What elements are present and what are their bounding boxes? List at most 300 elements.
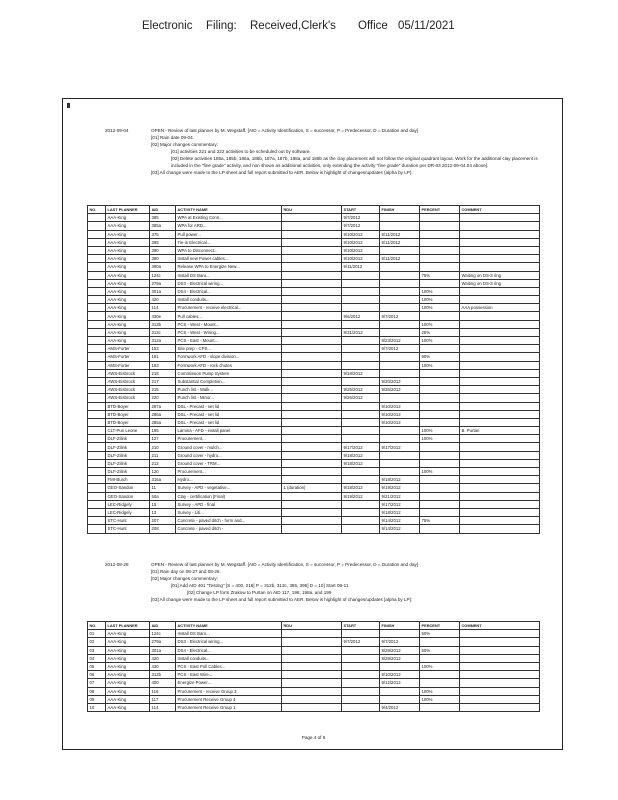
table-cell: 301a <box>150 646 176 654</box>
table-cell: Release WPA to Energize New... <box>176 263 282 271</box>
table-cell <box>380 435 420 443</box>
table-cell: 9/10/2012 <box>342 246 380 254</box>
table-cell: Punch list - Minor... <box>176 394 282 402</box>
table-cell: 395 <box>150 238 176 246</box>
table-cell: 13 <box>150 508 176 516</box>
column-header: AID <box>150 206 176 214</box>
table-cell <box>282 337 342 345</box>
table-cell: AAA-King <box>106 646 150 654</box>
table-cell <box>460 394 540 402</box>
table-cell <box>460 410 540 418</box>
table-cell: 9/6/2012 <box>342 312 380 320</box>
table-cell: 380 <box>150 255 176 263</box>
table-cell: 100% <box>420 337 460 345</box>
table-cell: Survey - Liti... <box>176 508 282 516</box>
table-cell <box>88 279 106 287</box>
table-cell <box>88 427 106 435</box>
table-cell <box>88 508 106 516</box>
table-cell <box>380 361 420 369</box>
changes-table-2012-08-28 <box>87 621 540 712</box>
table-cell: AWS-Eisbrock <box>106 394 150 402</box>
table-cell <box>282 410 342 418</box>
table-cell <box>420 279 460 287</box>
table-cell: 313c <box>150 328 176 336</box>
table-cell <box>460 484 540 492</box>
table-cell <box>420 418 460 426</box>
table-cell: 9/10/2012 <box>342 230 380 238</box>
table-cell: 100% <box>420 435 460 443</box>
table-cell: Concrete - paved ditch - <box>176 525 282 533</box>
table-row <box>88 238 540 246</box>
table-cell <box>88 468 106 476</box>
entry-2012-09-04 <box>105 127 550 197</box>
table-cell: 153 <box>150 345 176 353</box>
stamp-date: 05/11/2021 <box>398 20 455 32</box>
table-cell: AAA-King <box>106 703 150 711</box>
table-cell <box>282 328 342 336</box>
page-corner-mark <box>67 103 70 108</box>
table-cell: Install DS Baro... <box>176 271 282 279</box>
table-cell: 375 <box>150 230 176 238</box>
table-cell: 8/29/2012 <box>380 654 420 662</box>
table-cell <box>342 279 380 287</box>
table-cell <box>88 238 106 246</box>
table-cell <box>460 435 540 443</box>
table-cell: DS4 - Electrical... <box>176 646 282 654</box>
table-row <box>88 687 540 695</box>
table-cell <box>380 296 420 304</box>
table-cell <box>342 662 380 670</box>
column-header: LAST PLANNER <box>106 206 150 214</box>
table-cell <box>282 671 342 679</box>
table-row <box>88 255 540 263</box>
table-row <box>88 468 540 476</box>
table-cell: AMS-Forter <box>106 361 150 369</box>
table-cell <box>460 443 540 451</box>
table-cell: 9/25/2012 <box>342 386 380 394</box>
table-cell <box>380 353 420 361</box>
table-cell: 9/10/2012 <box>380 410 420 418</box>
table-cell <box>342 410 380 418</box>
table-cell: Ground cover - mulch... <box>176 443 282 451</box>
table-cell: 430e <box>150 312 176 320</box>
table-cell: DLF-Zilink <box>106 435 150 443</box>
table-cell: Punch list - Walk... <box>176 386 282 394</box>
table-cell: 420 <box>150 296 176 304</box>
table-cell: 9/26/2012 <box>342 394 380 402</box>
table-cell: Formwork AFD - rock chutes <box>176 361 282 369</box>
table-cell: 03 <box>88 646 106 654</box>
changes-table-2012-09-04 <box>87 205 540 534</box>
table-cell <box>282 517 342 525</box>
table-cell: 9/20/2012 <box>380 377 420 385</box>
table-cell: 9/10/2012 <box>380 671 420 679</box>
stamp-office: Office <box>358 20 388 32</box>
table-cell <box>460 377 540 385</box>
table-cell <box>380 320 420 328</box>
table-row <box>88 377 540 385</box>
table-cell: CLT-Pun Leone <box>106 427 150 435</box>
table-cell: WPA to Disconnect... <box>176 246 282 254</box>
table-cell: 286a <box>150 410 176 418</box>
table-row <box>88 646 540 654</box>
table-cell <box>88 394 106 402</box>
table-cell: AAA-King <box>106 279 150 287</box>
document-page <box>62 98 563 750</box>
table-cell: DSL - Precast - set lid <box>176 402 282 410</box>
table-cell: 15 <box>150 500 176 508</box>
table-cell: Install conduits... <box>176 296 282 304</box>
table-cell <box>88 320 106 328</box>
table-cell: 9/11/2012 <box>342 263 380 271</box>
column-header: COMMENT <box>460 622 540 630</box>
table-cell: 124c <box>150 630 176 638</box>
table-cell: 01 <box>88 630 106 638</box>
column-header: LAST PLANNER <box>106 622 150 630</box>
table-row <box>88 451 540 459</box>
table-cell <box>380 328 420 336</box>
table-cell: Energize Power... <box>176 679 282 687</box>
table-cell <box>282 320 342 328</box>
entry-line: [02] Major changes commentary: <box>151 576 218 581</box>
table-cell: 100% <box>420 468 460 476</box>
table-row <box>88 630 540 638</box>
table-cell <box>88 328 106 336</box>
table-cell: 100% <box>420 296 460 304</box>
table-cell: 195 <box>150 427 176 435</box>
table-cell: 100% <box>420 662 460 670</box>
table-cell: 9/18/2012 <box>380 476 420 484</box>
table-cell: 9/7/2012 <box>342 214 380 222</box>
table-cell <box>88 296 106 304</box>
table-cell <box>88 500 106 508</box>
table-cell <box>460 296 540 304</box>
table-cell <box>460 402 540 410</box>
table-cell: 11 <box>150 484 176 492</box>
table-cell <box>88 377 106 385</box>
table-cell: AAA-King <box>106 304 150 312</box>
table-cell <box>460 492 540 500</box>
table-row <box>88 320 540 328</box>
table-cell <box>342 345 380 353</box>
table-cell: AAA-King <box>106 230 150 238</box>
table-cell: 207 <box>150 517 176 525</box>
table-cell: AAA-King <box>106 246 150 254</box>
table-cell <box>88 418 106 426</box>
table-cell <box>460 451 540 459</box>
table-cell: Pull power... <box>176 230 282 238</box>
table-cell <box>380 468 420 476</box>
table-cell <box>282 687 342 695</box>
table-cell <box>282 345 342 353</box>
table-cell <box>88 214 106 222</box>
table-cell <box>460 459 540 467</box>
table-row <box>88 287 540 295</box>
table-cell: 9/12/2012 <box>380 679 420 687</box>
table-cell <box>342 654 380 662</box>
table-cell <box>282 525 342 533</box>
table-cell: 9/11/2012 <box>380 255 420 263</box>
table-cell <box>420 246 460 254</box>
table-cell: 9/4/2012 <box>380 703 420 711</box>
table-cell: AAA-King <box>106 271 150 279</box>
table-cell: AWS-Eisbrock <box>106 369 150 377</box>
table-cell: Waiting on DS-3 ring <box>460 279 540 287</box>
table-row <box>88 418 540 426</box>
table-cell: 50% <box>420 630 460 638</box>
table-cell: 191 <box>150 353 176 361</box>
table-cell: 9/21/2012 <box>380 492 420 500</box>
table-cell: 9/18/2012 <box>342 451 380 459</box>
table-cell: 218 <box>150 369 176 377</box>
table-cell <box>88 517 106 525</box>
table-cell <box>282 296 342 304</box>
table-cell: Waiting on DS-3 ring <box>460 271 540 279</box>
table-cell: 8/23/2012 <box>380 337 420 345</box>
table-row <box>88 703 540 711</box>
table-cell: 04 <box>88 654 106 662</box>
table-cell: Procurement Receive Group 1 <box>176 703 282 711</box>
table-cell: STC-Hunt <box>106 517 150 525</box>
table-cell <box>88 222 106 230</box>
table-cell: 400 <box>150 679 176 687</box>
table-cell: 312b <box>150 671 176 679</box>
table-cell <box>282 630 342 638</box>
table-cell <box>342 287 380 295</box>
table-row <box>88 312 540 320</box>
table-cell: Ground cover - TRM... <box>176 459 282 467</box>
table-cell: 9/7/2012 <box>380 638 420 646</box>
table-cell <box>282 263 342 271</box>
table-cell: 9/26/2012 <box>380 386 420 394</box>
table-cell <box>460 654 540 662</box>
table-cell <box>460 638 540 646</box>
table-row <box>88 638 540 646</box>
table-cell <box>88 287 106 295</box>
table-row <box>88 695 540 703</box>
table-row <box>88 345 540 353</box>
table-cell <box>420 369 460 377</box>
table-cell: 385a <box>150 222 176 230</box>
table-cell: AAA-King <box>106 263 150 271</box>
table-cell <box>420 451 460 459</box>
table-cell: 100% <box>420 320 460 328</box>
table-cell <box>342 320 380 328</box>
table-cell <box>282 386 342 394</box>
table-cell <box>282 508 342 516</box>
entry-line: [02] Delete activities 185a, 185b, 186a, 186b, 187a, 187b, 188a, and 188b as the clay placement will not follow the original quadrant layout. Work for the additional clay placement is included in the "fine grade" activity, and non shown as additional activities, only extending the activity "fine grade" duration per DR-03 2012-09-04.04 above]. <box>171 156 538 168</box>
stamp-filing: Filing: <box>206 20 237 32</box>
table-row <box>88 337 540 345</box>
table-cell <box>282 361 342 369</box>
table-cell <box>88 361 106 369</box>
table-cell: 9/19/2012 <box>380 484 420 492</box>
table-cell: GEO-Sandon <box>106 492 150 500</box>
table-row <box>88 525 540 533</box>
table-cell: 114 <box>150 304 176 312</box>
table-cell: BTD-Boyer <box>106 418 150 426</box>
table-cell: AAA-King <box>106 687 150 695</box>
table-cell <box>88 255 106 263</box>
table-cell: 217 <box>150 377 176 385</box>
table-cell <box>282 394 342 402</box>
table-cell <box>380 394 420 402</box>
table-cell: 1 (duration) <box>282 484 342 492</box>
table-cell <box>282 443 342 451</box>
table-cell <box>460 328 540 336</box>
table-row <box>88 296 540 304</box>
table-row <box>88 369 540 377</box>
column-header: COMMENT <box>460 206 540 214</box>
entry-date: 2012-08-28 <box>105 562 129 567</box>
entry-line: [01] Rain day on 08-27 and 08-28. <box>151 569 221 574</box>
table-cell <box>380 369 420 377</box>
table-cell: 100% <box>420 304 460 312</box>
table-cell <box>380 427 420 435</box>
column-header: NO. <box>88 622 106 630</box>
table-cell <box>420 508 460 516</box>
table-cell <box>88 451 106 459</box>
table-cell <box>460 695 540 703</box>
table-cell: 9/17/2012 <box>380 443 420 451</box>
table-cell: Procurement - receive Group 3 <box>176 687 282 695</box>
table-cell: Pull cables... <box>176 312 282 320</box>
table-cell: 9/10/2012 <box>342 255 380 263</box>
table-row <box>88 410 540 418</box>
table-cell <box>420 679 460 687</box>
table-cell <box>342 377 380 385</box>
table-cell <box>282 238 342 246</box>
table-cell: 9/7/2012 <box>342 638 380 646</box>
table-row <box>88 679 540 687</box>
table-cell <box>88 263 106 271</box>
stamp-electronic: Electronic <box>142 20 193 32</box>
table-cell: 50a <box>150 492 176 500</box>
table-cell: 390a <box>150 263 176 271</box>
table-cell: DS3 - Electrical wiring... <box>176 279 282 287</box>
table-cell <box>282 377 342 385</box>
table-cell: AAA-King <box>106 654 150 662</box>
table-cell <box>420 386 460 394</box>
table-cell <box>88 369 106 377</box>
table-cell: AAA-King <box>106 662 150 670</box>
table-cell <box>282 646 342 654</box>
table-cell: Hydro... <box>176 476 282 484</box>
table-cell: 100% <box>420 361 460 369</box>
table-row <box>88 230 540 238</box>
table-cell <box>380 451 420 459</box>
table-cell <box>460 386 540 394</box>
table-cell: 390 <box>150 246 176 254</box>
table-cell: 9/7/2012 <box>380 312 420 320</box>
table-cell: 215 <box>150 386 176 394</box>
table-cell: 9/7/2012 <box>342 222 380 230</box>
table-cell: 09 <box>88 695 106 703</box>
table-cell <box>460 525 540 533</box>
table-row <box>88 476 540 484</box>
table-cell <box>342 500 380 508</box>
table-cell: 193 <box>150 361 176 369</box>
table-row <box>88 304 540 312</box>
table-cell <box>282 638 342 646</box>
table-cell <box>282 287 342 295</box>
table-cell: AAA-King <box>106 255 150 263</box>
table-cell: 116 <box>150 687 176 695</box>
table-cell: AAA-King <box>106 328 150 336</box>
table-cell: PCS - East Pull Cables... <box>176 662 282 670</box>
table-cell <box>88 304 106 312</box>
table-cell: AAA-King <box>106 695 150 703</box>
column-header: NO. <box>88 206 106 214</box>
table-cell: 285a <box>150 418 176 426</box>
table-cell <box>380 662 420 670</box>
table-cell <box>460 337 540 345</box>
table-cell <box>88 459 106 467</box>
table-cell <box>420 654 460 662</box>
table-cell <box>342 671 380 679</box>
table-cell <box>282 418 342 426</box>
table-cell <box>342 418 380 426</box>
table-row <box>88 492 540 500</box>
table-cell: Procurement... <box>176 468 282 476</box>
column-header: PERCENT <box>420 622 460 630</box>
table-cell <box>460 662 540 670</box>
table-cell: AAA-King <box>106 638 150 646</box>
table-cell: 8/31/2012 <box>342 328 380 336</box>
table-row <box>88 214 540 222</box>
table-cell: 220 <box>150 394 176 402</box>
table-cell <box>282 255 342 263</box>
table-cell: 9/7/2012 <box>380 345 420 353</box>
table-cell <box>460 246 540 254</box>
table-cell <box>380 214 420 222</box>
table-cell <box>342 435 380 443</box>
table-cell <box>88 410 106 418</box>
column-header: RDU <box>282 206 342 214</box>
table-cell <box>460 361 540 369</box>
table-cell: 301a <box>150 287 176 295</box>
table-cell <box>342 353 380 361</box>
table-cell: AAA-King <box>106 679 150 687</box>
table-cell <box>460 671 540 679</box>
table-cell: 9/14/2012 <box>380 525 420 533</box>
table-cell <box>420 500 460 508</box>
table-cell: 208 <box>150 525 176 533</box>
table-cell: PCS - East Wire... <box>176 671 282 679</box>
table-cell: 9/19/2012 <box>342 492 380 500</box>
table-cell <box>420 410 460 418</box>
table-row <box>88 402 540 410</box>
table-cell: DLF-Zilink <box>106 451 150 459</box>
table-cell: 100% <box>420 287 460 295</box>
table-cell: Clay - certification (Final) <box>176 492 282 500</box>
table-cell <box>342 337 380 345</box>
table-cell <box>282 304 342 312</box>
table-cell <box>460 630 540 638</box>
table-cell: 120 <box>150 468 176 476</box>
table-cell: 313b <box>150 320 176 328</box>
table-cell: AAA-King <box>106 630 150 638</box>
table-cell <box>342 476 380 484</box>
table-cell: DLF-Zilink <box>106 443 150 451</box>
table-cell <box>420 377 460 385</box>
table-cell <box>88 476 106 484</box>
table-cell <box>460 255 540 263</box>
column-header: START <box>342 622 380 630</box>
table-cell <box>420 476 460 484</box>
table-cell: AMS-Forter <box>106 345 150 353</box>
table-row <box>88 279 540 287</box>
